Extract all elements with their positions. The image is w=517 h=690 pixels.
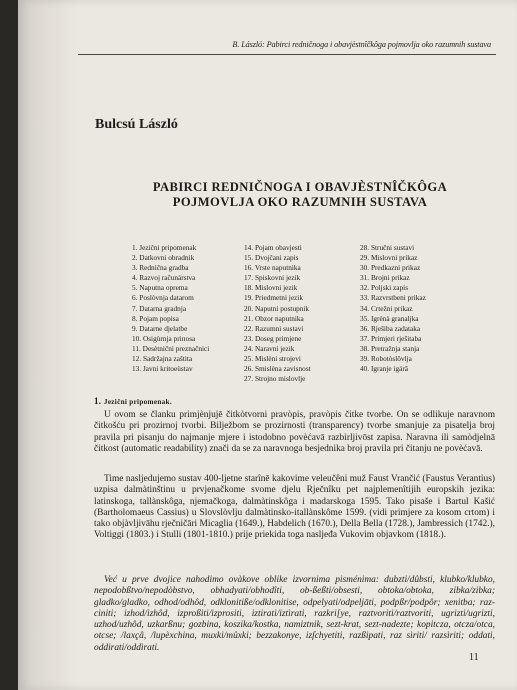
toc-column-3 bbox=[360, 243, 426, 374]
toc-item: 17. Spiskovni jezik bbox=[244, 273, 301, 283]
toc-item: 6. Poslòvnja datarom bbox=[132, 293, 194, 303]
toc-item: 21. Obzor naputnika bbox=[244, 313, 304, 323]
header-rule bbox=[78, 54, 496, 55]
toc-column-2 bbox=[244, 243, 311, 384]
toc-item: 27. Strojno mislovlje bbox=[244, 374, 306, 384]
toc-item: 4. Razvoj računárstva bbox=[132, 273, 196, 283]
toc-item: 13. Javni kritoeùstav bbox=[132, 364, 193, 374]
toc-item: 38. Pretražnja stanja bbox=[360, 343, 420, 353]
title-line-2: POJMOVLJA OKO RAZUMNIH SUSTAVA bbox=[172, 195, 428, 209]
author-name: Bulcsú László bbox=[95, 117, 178, 132]
toc-item: 3. Redničnа gradba bbox=[132, 263, 189, 273]
toc-item: 10. Osigùrnja priпosa bbox=[132, 333, 196, 343]
toc-item: 9. Datarne djelatbe bbox=[132, 323, 188, 333]
toc-item: 33. Razvrstbeni prikaz bbox=[360, 293, 426, 303]
toc-item: 14. Pojam obavjesti bbox=[244, 243, 302, 252]
toc-item: 5. Naputna oprema bbox=[132, 283, 188, 293]
toc-item: 25. Mislèni strojevi bbox=[244, 354, 301, 364]
toc-item: 15. Dvojčani zapis bbox=[244, 253, 299, 263]
toc-item: 37. Primjeri rješitaba bbox=[360, 333, 422, 343]
paragraph-3: Već u prve dvojice nahodimo ovàkove oblike izvornima pisménima: dubzti/dûbsti, klubko/klubko, nepodobßtvo/nepodòbstvo, obhadyati/obhodîti, ob-ßeßti/obsesti, obtoka/obtoka, zibka/zibka; gladko/gladko, odhod/odhôd, odklonitiße/odklonitise, odpelyati/odpeljāti, podpßr/podpôr; xenitba; raz-ciniti; izhod/izhôd, izproßiti/izprositi, iztirati/iztìrati, razkri[ye, raztvoriti/raztvoriti, ugrizti/ugrizti, uzhod/uzhôd, uzkarßnu; gozbina, koszika/kostka, namiztnik, sezt-krat, sezt-nadezte; kopitcza, otcza/otca, otcse; /laxçâ, /lupèxchina, muxki/mûxki; bezzakonye, izſchyetiti, razßipati, raz sìriti/ razsìriti; oddati, oddirati/oddìrati. bbox=[94, 575, 495, 653]
toc-item: 23. Doseg primjene bbox=[244, 333, 302, 343]
paragraph-2: Time nasljedujemo sustav 400-ljetne starînē kakovime veleučêni muž Faust Vrančić (Faustus Verantius) uzpisa dalmàtinštinu u prvjenačkome svome djelu Rječnîku pet najplemenîtijih europskih jezika: latinskoga, tallànskôga, njemačkoga, dalmàtinskôga i madarskoga 1595. Tako pisaše i Bartul Kašić (Bartholomaeus Cassius) u Slovslòvlju dalmàtinsko-itallànskôme 1599. (vidi primjere za kosom crtom) i tako objàvljivāhu rječničāri Micaglia (1649.), Habdelich (1670.), Della Bella (1728.), Jambressich (1742.), Voltiggi (1803.) i Stulli (1801-1810.) prije priekida toga nasljeđa Vukovim objavkom (1818.). bbox=[94, 474, 495, 541]
toc-item: 16. Vrste naputnika bbox=[244, 263, 301, 273]
running-head: B. László: Pabirci redničnoga i obavjèstnîčkôga pojmovlja oko razumnih sustava bbox=[232, 40, 491, 49]
toc-item: 24. Naravni jezik bbox=[244, 343, 295, 353]
toc-item: 19. Priedmetni jezik bbox=[244, 293, 303, 303]
toc-item: 28. Stručni sustavi bbox=[360, 243, 415, 252]
toc-item: 35. Igrènà granaljka bbox=[360, 313, 419, 323]
toc-item: 36. Rješiba zadataka bbox=[360, 323, 421, 333]
title-line-1: PABIRCI REDNIČNOGA I OBAVJÈSTNÎČKÔGA bbox=[152, 180, 448, 194]
page-number: 11 bbox=[469, 652, 479, 663]
toc-item: 2. Datkovni obradnik bbox=[132, 253, 195, 263]
toc-item: 34. Crtežni prikaz bbox=[360, 303, 413, 313]
toc-item: 22. Razumni sustavi bbox=[244, 323, 304, 333]
toc-item: 29. Mislovni prikaz bbox=[360, 253, 418, 263]
toc-item: 1. Jezični pripomenak bbox=[132, 243, 197, 252]
toc-item: 8. Pojam popisa bbox=[132, 313, 179, 323]
section-title: Jezični pripomenak. bbox=[103, 398, 172, 406]
toc-item: 40. Igranje igárâ bbox=[360, 364, 409, 374]
toc-item: 12. Sadržajna zaštita bbox=[132, 354, 193, 364]
toc-item: 11. Desètnični preznačnici bbox=[132, 343, 210, 353]
toc-item: 39. Robotòslôvlja bbox=[360, 354, 412, 364]
toc-item: 20. Naputni postupnik bbox=[244, 303, 310, 313]
article-title bbox=[90, 180, 510, 210]
toc-item: 31. Brojni prikaz bbox=[360, 273, 410, 283]
toc-item: 26. Smislèna zavisnost bbox=[244, 364, 311, 374]
book-page bbox=[18, 0, 517, 690]
section-number: 1. bbox=[94, 396, 102, 406]
toc-item: 30. Predkazni prikaz bbox=[360, 263, 421, 273]
section-heading bbox=[94, 396, 172, 406]
paragraph-1: U ovom se članku primjènjujē čitkòtvorni pravòpis, pravòpis čitke tvorbe. On se odlikuje naravnom čitkošću pri prozirnoj tvorbi. Bilježbom se prozirnosti (transparency) tvorbe smanjuje za pisatelja broj pravila pri pisanju do najmanje mjere i istodobno povèćavā razbìrljivōst zapisa. Naravna ili samòdjelnā čitkost (automatic readability) znači da se za naravnoga besjednika broj pravila pri čitanju ne povèćavā. bbox=[94, 410, 495, 454]
toc-item: 32. Poljski zapis bbox=[360, 283, 409, 293]
page-gutter-shadow bbox=[18, 0, 78, 690]
toc-column-1 bbox=[132, 243, 209, 374]
toc-item: 18. Mislovni jezik bbox=[244, 283, 298, 293]
toc-item: 7. Datarna gradnja bbox=[132, 303, 187, 313]
